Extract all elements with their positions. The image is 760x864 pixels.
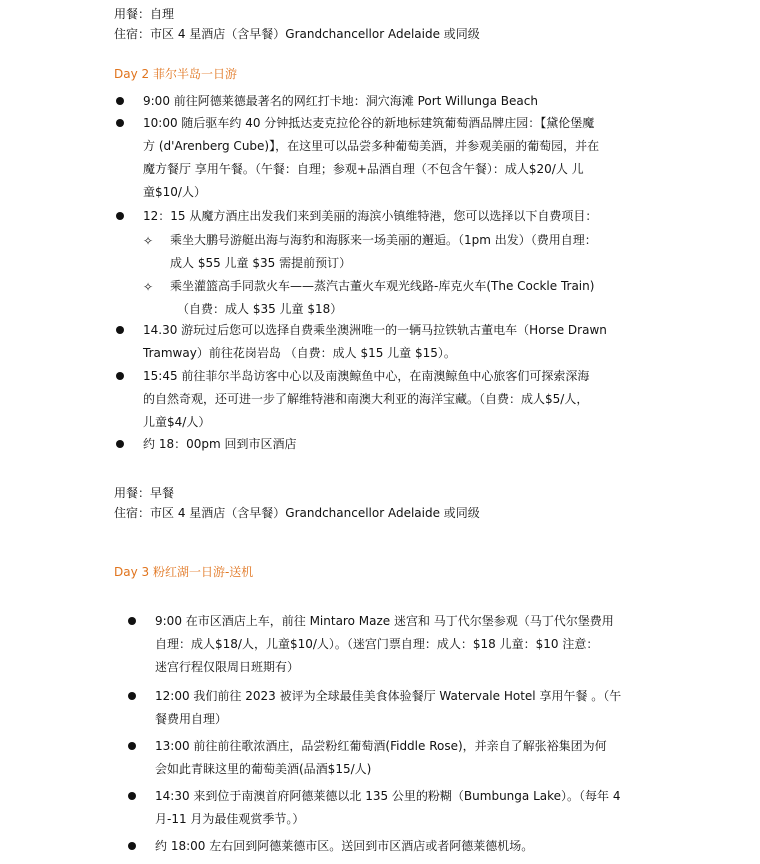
list-item: 约 18:00 左右回到阿德莱德市区。送回到市区酒店或者阿德莱德机场。 <box>155 839 534 853</box>
day-heading: Day 3 粉红湖一日游-送机 <box>114 565 254 579</box>
bullet-icon <box>116 440 124 448</box>
list-item: 约 18：00pm 回到市区酒店 <box>143 437 297 451</box>
list-item: 9:00 前往阿德莱德最著名的网红打卡地：洞穴海滩 Port Willunga Beach <box>143 94 538 108</box>
list-item: 14.30 游玩过后您可以选择自费乘坐澳洲唯一的一辆马拉铁轨古董电车（Horse Drawn Tramway）前往花岗岩岛 （自费：成人 $15 儿童 $15）。 <box>143 323 607 360</box>
sub-list-item: 乘坐大鹏号游艇出海与海豹和海豚来一场美丽的邂逅。（1pm 出发）（费用自理： 成人 $55 儿童 $35 需提前预订） <box>170 233 597 270</box>
bullet-icon <box>128 792 136 800</box>
meal-info: 用餐：自理 <box>114 7 175 21</box>
diamond-bullet-icon: ✧ <box>143 280 154 294</box>
bullet-icon <box>128 692 136 700</box>
bullet-icon <box>116 326 124 334</box>
list-item: 13:00 前往前往歌浓酒庄，品尝粉红葡萄酒(Fiddle Rose)，并亲自了解张裕集团为何 会如此青睐这里的葡萄美酒(品酒$15/人) <box>155 739 607 776</box>
list-item: 15:45 前往菲尔半岛访客中心以及南澳鲸鱼中心，在南澳鲸鱼中心旅客们可探索深海 的自然奇观，还可进一步了解维特港和南澳大利亚的海洋宝藏。（自费：成人$5/人， 儿童$4/人） <box>143 369 590 429</box>
list-item: 14:30 来到位于南澳首府阿德莱德以北 135 公里的粉糊（Bumbunga Lake）。（每年 4 月-11 月为最佳观赏季节。） <box>155 789 621 826</box>
bullet-icon <box>116 119 124 127</box>
diamond-bullet-icon: ✧ <box>143 234 154 248</box>
bullet-icon <box>128 617 136 625</box>
bullet-icon <box>128 842 136 850</box>
list-item: 9:00 在市区酒店上车，前往 Mintaro Maze 迷宫和 马丁代尔堡参观（马丁代尔堡费用 自理：成人$18/人，儿童$10/人）。（迷宫门票自理：成人：$18 儿童：$10 注意： 迷宫行程仅限周日班期有） <box>155 614 614 674</box>
list-item: 12:00 我们前往 2023 被评为全球最佳美食体验餐厅 Watervale Hotel 享用午餐 。（午 餐费用自理） <box>155 689 622 726</box>
meal-info: 用餐：早餐 <box>114 486 175 500</box>
list-item: 12：15 从魔方酒庄出发我们来到美丽的海滨小镇维特港，您可以选择以下自费项目： <box>143 209 598 223</box>
day-heading: Day 2 菲尔半岛一日游 <box>114 67 237 81</box>
bullet-icon <box>116 372 124 380</box>
bullet-icon <box>116 212 124 220</box>
bullet-icon <box>116 97 124 105</box>
stay-info: 住宿：市区 4 星酒店（含早餐）Grandchancellor Adelaide 或同级 <box>114 506 480 520</box>
list-item: 10:00 随后驱车约 40 分钟抵达麦克拉伦谷的新地标建筑葡萄酒品牌庄园：【黛伦堡魔 方 (d'Arenberg Cube)】，在这里可以品尝多种葡萄美酒，并参观美丽的葡萄园，并在 魔方餐厅 享用午餐。（午餐：自理；参观+品酒自理（不包含午餐）：成人$20/人 儿 童$10/人） <box>143 116 600 199</box>
sub-list-item: 乘坐灌篮高手同款火车——蒸汽古董火车观光线路-库克火车(The Cockle Train) （自费：成人 $35 儿童 $18） <box>170 279 595 316</box>
bullet-icon <box>128 742 136 750</box>
stay-info: 住宿：市区 4 星酒店（含早餐）Grandchancellor Adelaide 或同级 <box>114 27 480 41</box>
